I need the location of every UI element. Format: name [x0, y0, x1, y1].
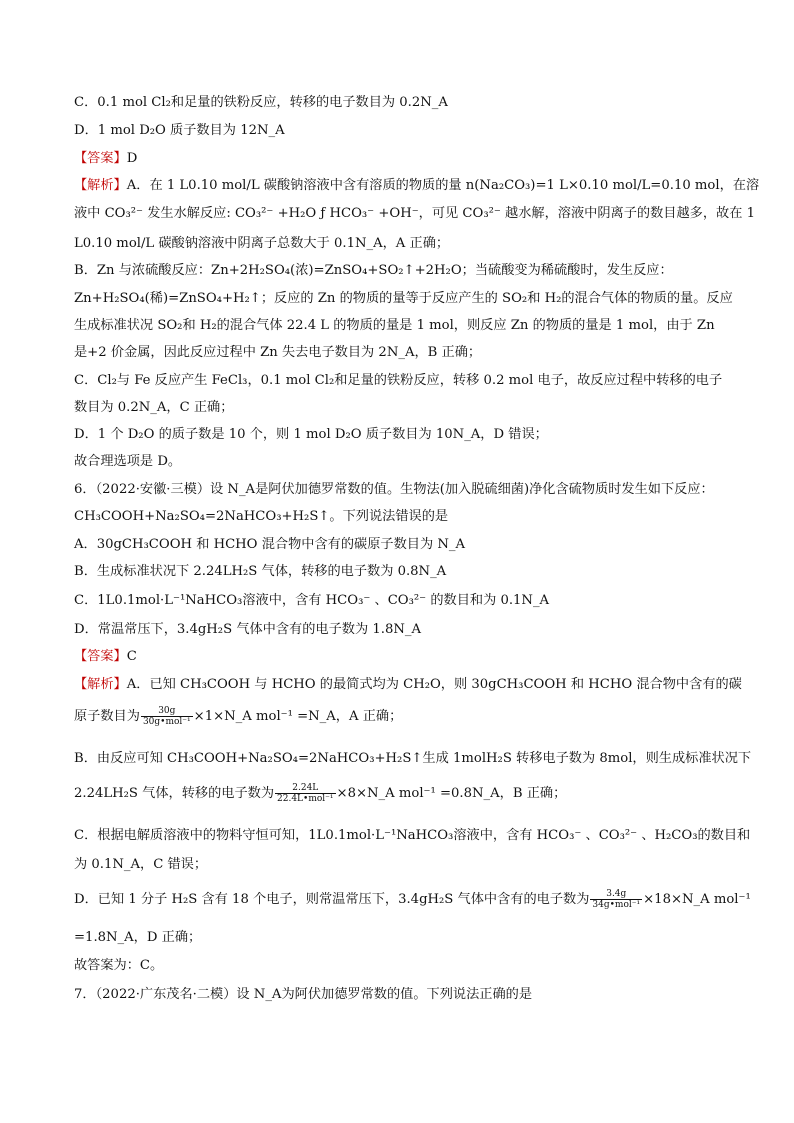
analysis-line: =1.8N_A，D 正确；: [74, 930, 202, 945]
option-d-line: D．常温常压下，3.4gH₂S 气体中含有的电子数为 1.8N_A: [74, 622, 422, 637]
analysis-label: 【解析】: [74, 677, 127, 692]
analysis-fraction-line: 原子数目为 $\frac{30g}{\text{30g•mol⁻¹}}$ ×1×N_A mol⁻¹ =N_A，A 正确；: [74, 706, 403, 727]
question-6-stem: 6．（2022·安徽·三模）设 N_A是阿伏加德罗常数的值。生物法(加入脱硫细菌)净化含硫物质时发生如下反应：: [74, 482, 714, 497]
answer-label: 【答案】: [74, 649, 127, 664]
analysis-line: 故答案为：C。: [74, 958, 164, 973]
question-6-stem: CH₃COOH+Na₂SO₄=2NaHCO₃+H₂S↑。下列说法错误的是: [74, 509, 449, 524]
fraction: $\frac{30g}{\text{30g•mol⁻¹}}$: [142, 706, 191, 727]
analysis-line: Zn+H₂SO₄(稀)=ZnSO₄+H₂↑；反应的 Zn 的物质的量等于反应产生的 SO₂和 H₂的混合气体的物质的量。反应: [74, 291, 733, 306]
answer-line: 【答案】C: [74, 649, 137, 664]
analysis-line: B．由反应可知 CH₃COOH+Na₂SO₄=2NaHCO₃+H₂S↑生成 1molH₂S 转移电子数为 8mol，则生成标准状况下: [74, 751, 752, 766]
analysis-line: 【解析】A．在 1 L0.10 mol/L 碳酸钠溶液中含有溶质的物质的量 n(Na₂CO₃)=1 L×0.10 mol/L=0.10 mol，在溶: [74, 178, 760, 193]
analysis-line: 【解析】A．已知 CH₃COOH 与 HCHO 的最简式均为 CH₂O，则 30gCH₃COOH 和 HCHO 混合物中含有的碳: [74, 677, 742, 692]
analysis-line: C．根据电解质溶液中的物料守恒可知，1L0.1mol·L⁻¹NaHCO₃溶液中，含有 HCO₃⁻ 、CO₃²⁻ 、H₂CO₃的数目和: [74, 828, 751, 843]
option-d-line: D．1 mol D₂O 质子数目为 12N_A: [74, 123, 285, 138]
analysis-line: D．1 个 D₂O 的质子数是 10 个，则 1 mol D₂O 质子数目为 10N_A，D 错误；: [74, 427, 548, 442]
analysis-line: C．Cl₂与 Fe 反应产生 FeCl₃，0.1 mol Cl₂和足量的铁粉反应，转移 0.2 mol 电子，故反应过程中转移的电子: [74, 373, 723, 388]
fraction: $\frac{2.24L}{\text{22.4L•mol⁻¹}}$: [277, 783, 334, 804]
analysis-label: 【解析】: [74, 178, 127, 193]
analysis-line: 数目为 0.2N_A，C 正确；: [74, 400, 234, 415]
analysis-line: 故合理选项是 D。: [74, 454, 182, 469]
answer-line: 【答案】D: [74, 151, 138, 166]
analysis-line: B．Zn 与浓硫酸反应：Zn+2H₂SO₄(浓)=ZnSO₄+SO₂↑+2H₂O；当硫酸变为稀硫酸时，发生反应：: [74, 263, 673, 278]
analysis-line: 是+2 价金属，因此反应过程中 Zn 失去电子数目为 2N_A，B 正确；: [74, 345, 482, 360]
option-b-line: B．生成标准状况下 2.24LH₂S 气体，转移的电子数为 0.8N_A: [74, 564, 447, 579]
analysis-line: L0.10 mol/L 碳酸钠溶液中阴离子总数大于 0.1N_A，A 正确；: [74, 236, 450, 251]
fraction: $\frac{3.4g}{\text{34g•mol⁻¹}}$: [592, 889, 641, 910]
analysis-fraction-line: D．已知 1 分子 H₂S 含有 18 个电子，则常温常压下，3.4gH₂S 气体中含有的电子数为 $\frac{3.4g}{\text{34g•mol⁻¹}}$ ×18×N_A mol⁻¹: [74, 889, 751, 910]
option-c-line: C．1L0.1mol·L⁻¹NaHCO₃溶液中，含有 HCO₃⁻ 、CO₃²⁻ 的数目和为 0.1N_A: [74, 593, 550, 608]
analysis-line: 为 0.1N_A，C 错误；: [74, 857, 208, 872]
option-c-line: C．0.1 mol Cl₂和足量的铁粉反应，转移的电子数目为 0.2N_A: [74, 95, 448, 110]
option-a-line: A．30gCH₃COOH 和 HCHO 混合物中含有的碳原子数目为 N_A: [74, 537, 465, 552]
analysis-fraction-line: 2.24LH₂S 气体，转移的电子数为 $\frac{2.24L}{\text{22.4L•mol⁻¹}}$ ×8×N_A mol⁻¹ =0.8N_A，B 正确；: [74, 783, 567, 804]
analysis-line: 生成标准状况 SO₂和 H₂的混合气体 22.4 L 的物质的量是 1 mol，则反应 Zn 的物质的量是 1 mol，由于 Zn: [74, 318, 715, 333]
answer-label: 【答案】: [74, 151, 127, 166]
question-7-stem: 7．（2022·广东茂名·二模）设 N_A为阿伏加德罗常数的值。下列说法正确的是: [74, 987, 533, 1002]
analysis-line: 液中 CO₃²⁻ 发生水解反应: CO₃²⁻ +H₂O ƒ HCO₃⁻ +OH⁻，可见 CO₃²⁻ 越水解，溶液中阴离子的数目越多，故在 1: [74, 206, 755, 221]
